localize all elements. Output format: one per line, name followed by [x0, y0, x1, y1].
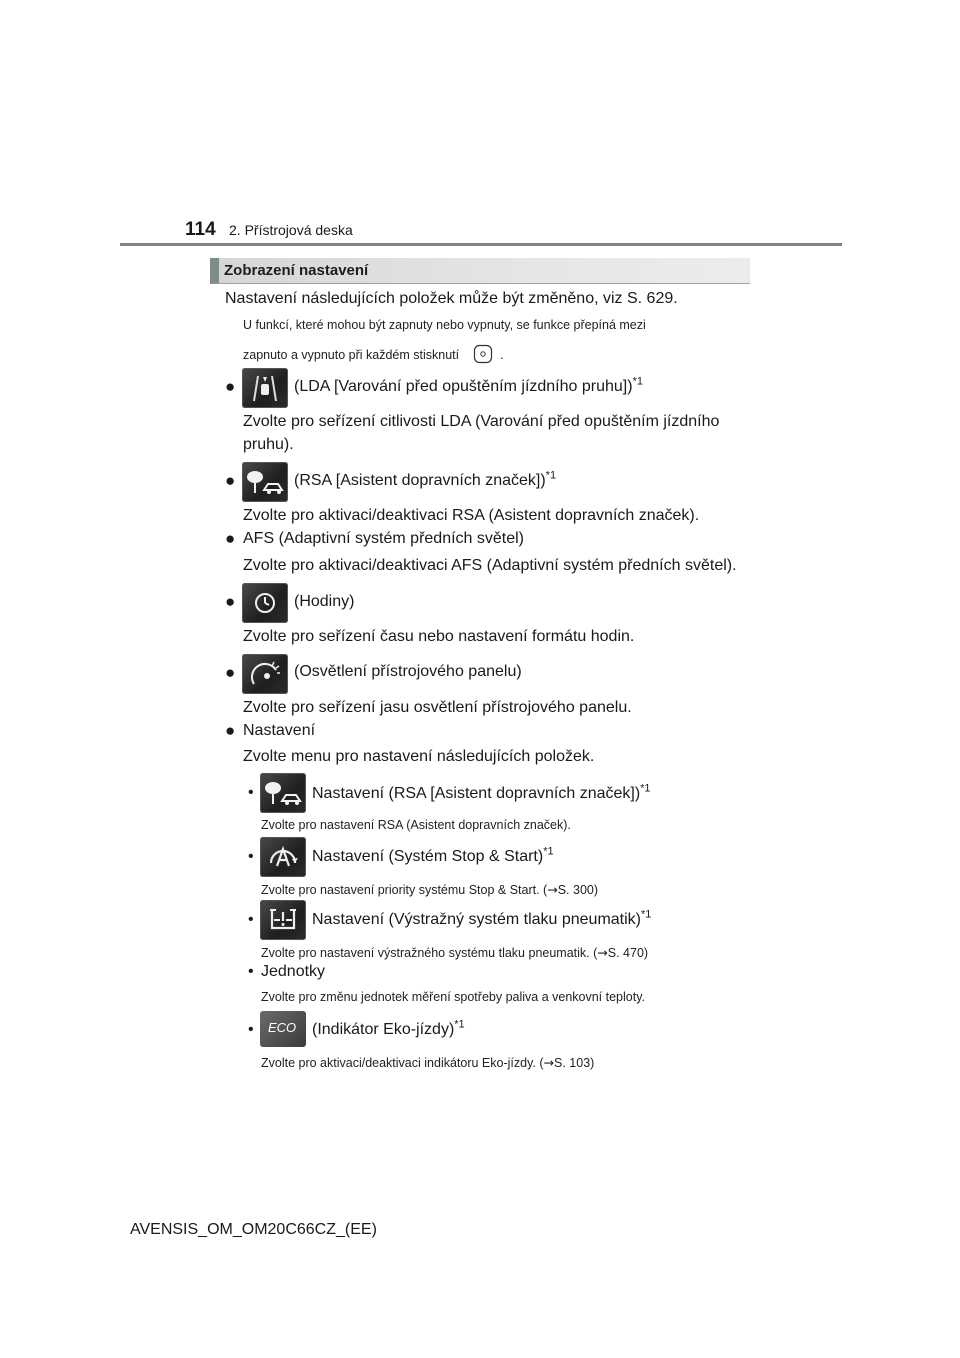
sub-bullet: • [248, 911, 254, 928]
chapter-title: 2. Přístrojová deska [229, 222, 353, 238]
bullet: ● [225, 471, 236, 490]
header-rule [120, 243, 842, 246]
note-end: . [500, 347, 504, 362]
item-desc-rsa: Zvolte pro aktivaci/deaktivaci RSA (Asistent dopravních značek). [243, 507, 700, 524]
item-title-illumination: (Osvětlení přístrojového panelu) [294, 663, 522, 680]
page-number: 114 [185, 219, 216, 240]
item-title-clock: (Hodiny) [294, 593, 355, 610]
subitem-title-tire-pressure: Nastavení (Výstražný systém tlaku pneumatik)$^{*1}$ [312, 908, 652, 928]
bullet: ● [225, 377, 236, 396]
sub-bullet: • [248, 963, 254, 980]
subitem-desc-rsa: Zvolte pro nastavení RSA (Asistent dopravních značek). [261, 818, 571, 832]
subitem-desc-stop-start: Zvolte pro nastavení priority systému Stop & Start. (→S. 300) [261, 882, 599, 897]
section-intro: Nastavení následujících položek může být změněno, viz S. 629. [225, 290, 678, 307]
note-line-2 [243, 344, 504, 367]
page-ref[interactable]: S. 103) [554, 1056, 595, 1070]
subitem-title-eco: (Indikátor Eko-jízdy)$^{*1}$ [312, 1018, 465, 1038]
document-id: AVENSIS_OM_OM20C66CZ_(EE) [130, 1221, 377, 1238]
bullet: ● [225, 663, 236, 682]
item-desc-lda-2: pruhu). [243, 436, 294, 453]
eco-label: ECO [268, 1020, 297, 1035]
item-desc-settings: Zvolte menu pro nastavení následujících položek. [243, 748, 595, 765]
subitem-title-rsa: Nastavení (RSA [Asistent dopravních značek])$^{*1}$ [312, 782, 651, 802]
page-ref[interactable]: S. 470) [607, 946, 649, 960]
rsa-settings-icon [260, 773, 306, 813]
item-title-settings: Nastavení [243, 722, 316, 739]
stop-start-icon [260, 837, 306, 877]
item-desc-lda-1: Zvolte pro seřízení citlivosti LDA (Varování před opuštěním jízdního [243, 413, 720, 430]
subitem-desc-eco: Zvolte pro aktivaci/deaktivaci indikátoru Eko-jízdy. (→S. 103) [261, 1055, 595, 1070]
sub-bullet: • [248, 1021, 254, 1038]
display-button-icon [473, 344, 493, 367]
rsa-sign-icon [242, 462, 288, 502]
subitem-title-units: Jednotky [261, 963, 326, 980]
sub-bullet: • [248, 784, 254, 801]
item-title-lda: (LDA [Varování před opuštěním jízdního pruhu])$^{*1}$ [294, 375, 643, 395]
bullet: ● [225, 592, 236, 611]
eco-indicator-icon [260, 1011, 306, 1047]
item-desc-illumination: Zvolte pro seřízení jasu osvětlení přístrojového panelu. [243, 699, 632, 716]
subitem-desc-units: Zvolte pro změnu jednotek měření spotřeby paliva a venkovní teploty. [261, 990, 646, 1004]
note-line-1: U funkcí, které mohou být zapnuty nebo vypnuty, se funkce přepíná mezi [243, 318, 646, 332]
tire-pressure-icon [260, 900, 306, 940]
arrow-icon: → [597, 945, 608, 960]
item-desc-afs: Zvolte pro aktivaci/deaktivaci AFS (Adaptivní systém předních světel). [243, 557, 737, 574]
item-desc-clock: Zvolte pro seřízení času nebo nastavení formátu hodin. [243, 628, 635, 645]
arrow-icon: → [543, 1055, 555, 1070]
bullet: ● [225, 529, 236, 548]
arrow-icon: → [547, 882, 558, 897]
subitem-desc-tire-pressure: Zvolte pro nastavení výstražného systému tlaku pneumatik. (→S. 470) [261, 945, 649, 960]
sub-bullet: • [248, 848, 254, 865]
note-text: zapnuto a vypnuto při každém stisknutí [243, 347, 460, 362]
item-title-afs: AFS (Adaptivní systém předních světel) [243, 530, 524, 547]
section-heading-bar [210, 258, 750, 284]
section-heading: Zobrazení nastavení [224, 262, 369, 279]
page-ref[interactable]: S. 300) [557, 883, 599, 897]
clock-icon [242, 583, 288, 623]
lda-icon [242, 368, 288, 408]
bullet: ● [225, 721, 236, 740]
subitem-title-stop-start: Nastavení (Systém Stop & Start)$^{*1}$ [312, 845, 554, 865]
panel-illumination-icon [242, 654, 288, 694]
item-title-rsa: (RSA [Asistent dopravních značek])$^{*1}$ [294, 469, 557, 489]
